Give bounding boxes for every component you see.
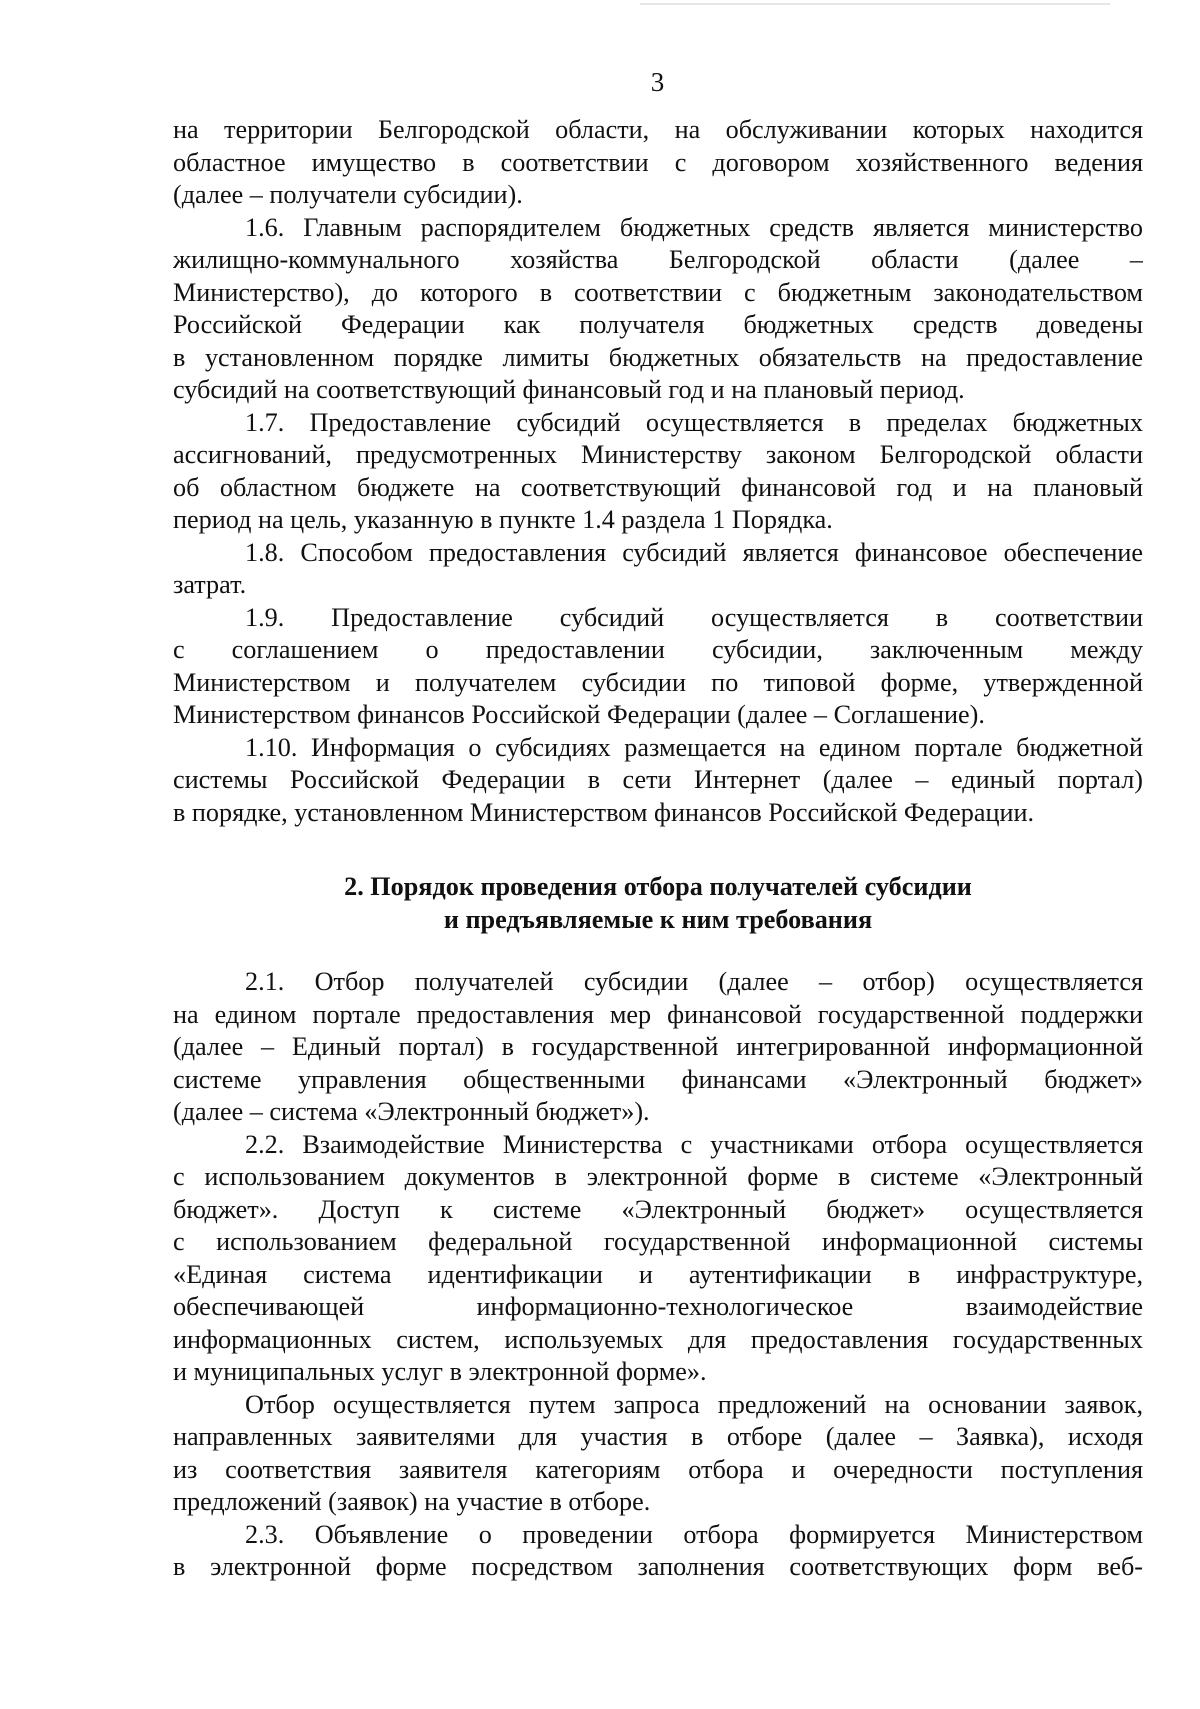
text-line: жилищно-коммунального хозяйства Белгородской области (далее – [173,245,1143,274]
scan-edge [640,3,1110,5]
text-line: Российской Федерации как получателя бюджетных средств доведены [173,310,1143,339]
text-line: ассигнований, предусмотренных Министерству законом Белгородской области [173,440,1143,469]
text-line: об областном бюджете на соответствующий финансовой год и на плановый [173,472,1143,502]
body-text-upper [173,114,1143,829]
text-line: из соответствия заявителя категориям отбора и очередности поступления [173,1454,1143,1484]
text-line: обеспечивающей информационно-технологическое взаимодействие [173,1292,1143,1321]
text-line: и муниципальных услуг в электронной форме». [173,1357,707,1386]
text-line: 1.9. Предоставление субсидий осуществляется в соответствии [245,602,1143,632]
text-line: Министерством финансов Российской Федерации (далее – Соглашение). [173,700,985,729]
text-line: (далее – Единый портал) в государственной интегрированной информационной [173,1032,1143,1061]
text-line: информационных систем, используемых для предоставления государственных [173,1324,1143,1354]
section-heading-line: и предъявляемые к ним требования [443,904,873,934]
section-heading [173,871,1143,936]
text-line: предложений (заявок) на участие в отборе. [173,1487,651,1516]
text-line: в электронной форме посредством заполнения соответствующих форм веб- [173,1552,1143,1581]
text-line: затрат. [173,570,247,599]
text-line: 1.10. Информация о субсидиях размещается на едином портале бюджетной [245,732,1143,762]
text-line: 2.3. Объявление о проведении отбора формируется Министерством [245,1519,1143,1549]
text-line: (далее – система «Электронный бюджет»). [173,1097,650,1126]
text-line: с использованием федеральной государственной информационной системы [173,1227,1143,1256]
text-line: системе управления общественными финансами «Электронный бюджет» [173,1064,1143,1094]
text-line: системы Российской Федерации в сети Интернет (далее – единый портал) [173,765,1143,794]
text-line: Министерством и получателем субсидии по типовой форме, утвержденной [173,667,1143,697]
text-line: (далее – получатели субсидии). [173,180,523,209]
text-line: Министерство), до которого в соответствии с бюджетным законодательством [173,277,1143,307]
text-line: 2.1. Отбор получателей субсидии (далее – отбор) осуществляется [245,967,1143,996]
text-line: с использованием документов в электронной форме в системе «Электронный [173,1162,1143,1191]
page-number: 3 [650,67,665,97]
section-heading-line: 2. Порядок проведения отбора получателей субсидии [344,872,972,901]
text-line: период на цель, указанную в пункте 1.4 раздела 1 Порядка. [173,505,833,534]
text-line: в установленном порядке лимиты бюджетных обязательств на предоставление [173,342,1143,372]
text-line: 2.2. Взаимодействие Министерства с участниками отбора осуществляется [245,1129,1143,1159]
text-line: 1.8. Способом предоставления субсидий является финансовое обеспечение [245,537,1143,567]
text-line: «Единая система идентификации и аутентификации в инфраструктуре, [173,1259,1143,1289]
text-line: 1.7. Предоставление субсидий осуществляется в пределах бюджетных [245,407,1143,437]
text-line: субсидий на соответствующий финансовый год и на плановый период. [173,375,965,404]
text-line: направленных заявителями для участия в отборе (далее – Заявка), исходя [173,1422,1143,1451]
text-line: Отбор осуществляется путем запроса предложений на основании заявок, [245,1389,1143,1419]
text-line: на территории Белгородской области, на обслуживании которых находится [173,115,1143,144]
body-text-lower [173,966,1143,1584]
text-line: в порядке, установленном Министерством финансов Российской Федерации. [173,797,1035,827]
text-line: с соглашением о предоставлении субсидии, заключенным между [173,635,1143,664]
text-line: 1.6. Главным распорядителем бюджетных средств является министерство [245,212,1143,242]
text-line: бюджет». Доступ к системе «Электронный бюджет» осуществляется [173,1194,1143,1224]
text-line: областное имущество в соответствии с договором хозяйственного ведения [173,147,1143,177]
text-line: на едином портале предоставления мер финансовой государственной поддержки [173,999,1143,1029]
